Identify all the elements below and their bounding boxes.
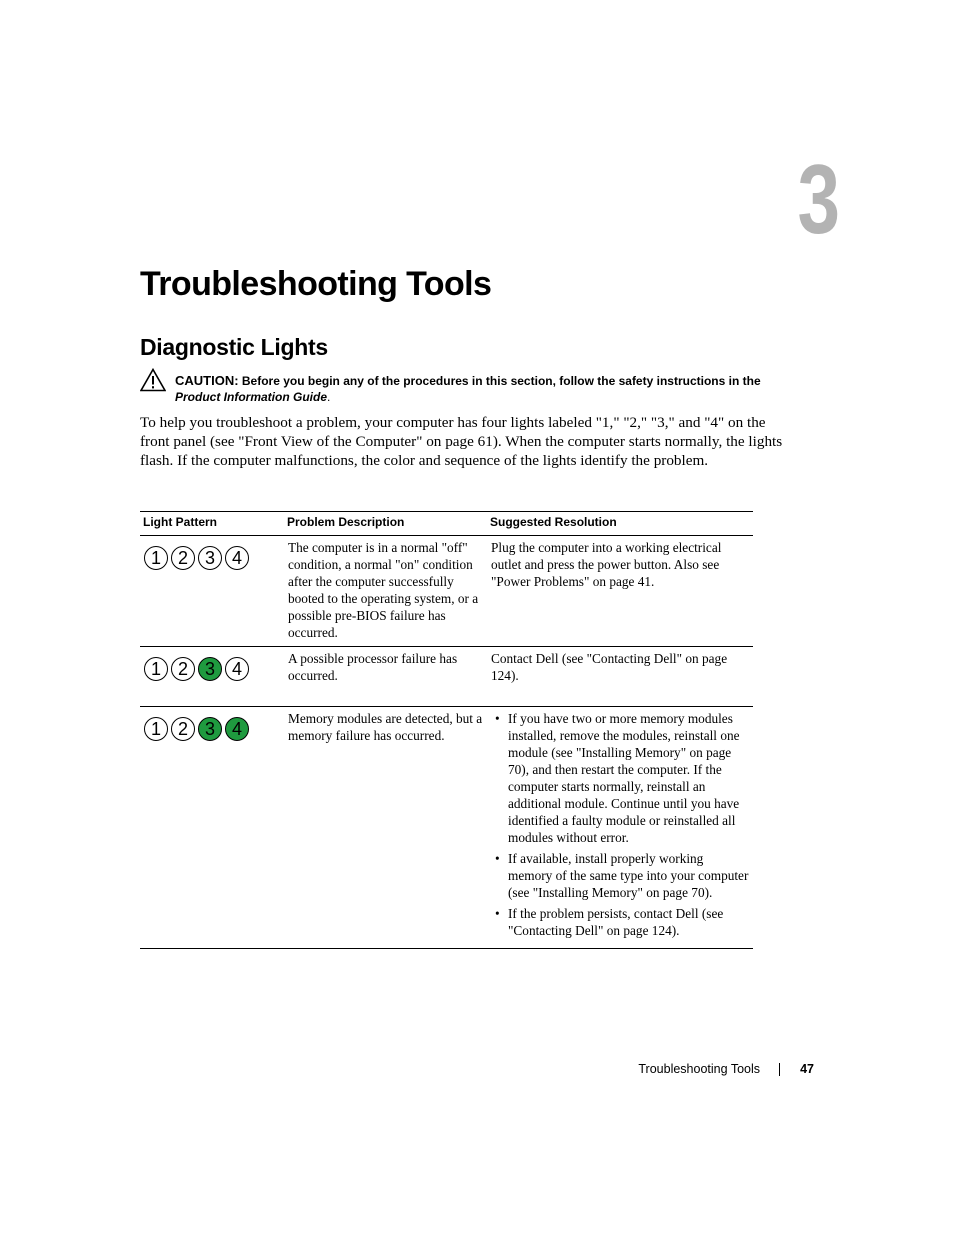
list-item: • If you have two or more memory modules installed, remove the modules, reinstall one module (see "Installing Memory" on page 70), and then restart the computer. If the computer starts normally, reinstall an additional module. Continue until you have identified a faulty module or reinstalled all modules without error. <box>491 710 749 846</box>
light-1-icon: 1 <box>144 657 168 681</box>
light-1-icon: 1 <box>144 546 168 570</box>
table-row <box>140 647 753 707</box>
light-pattern-cell <box>140 536 284 647</box>
caution-body: Before you begin any of the procedures in this section, follow the safety instructions in the <box>238 374 761 388</box>
chapter-title: Troubleshooting Tools <box>140 265 492 303</box>
suggested-resolution-cell: Plug the computer into a working electrical outlet and press the power button. Also see "Power Problems" on page 41. <box>487 536 753 647</box>
intro-paragraph: To help you troubleshoot a problem, your computer has four lights labeled "1," "2," "3," and "4" on the front panel (see "Front View of the Computer" on page 61). When the computer starts normally, the lights flash. If the computer malfunctions, the color and sequence of the lights identify the problem. <box>140 414 783 469</box>
chapter-number: 3 <box>797 144 840 254</box>
light-2-icon: 2 <box>171 546 195 570</box>
table-header-row <box>140 512 753 536</box>
header-problem-description: Problem Description <box>284 512 487 536</box>
problem-description-cell: A possible processor failure has occurred. <box>284 647 487 707</box>
light-pattern-cell <box>140 707 284 949</box>
light-pattern-cell <box>140 647 284 707</box>
page-number: 47 <box>800 1062 814 1076</box>
light-4-icon: 4 <box>225 657 249 681</box>
light-3-icon: 3 <box>198 657 222 681</box>
problem-description-cell: Memory modules are detected, but a memory failure has occurred. <box>284 707 487 949</box>
light-1-icon: 1 <box>144 717 168 741</box>
light-pattern <box>144 539 280 570</box>
table-row <box>140 536 753 647</box>
suggested-resolution-cell <box>487 707 753 949</box>
light-4-icon: 4 <box>225 546 249 570</box>
diagnostic-lights-table <box>140 511 753 949</box>
caution-period: . <box>327 390 331 404</box>
light-3-icon: 3 <box>198 717 222 741</box>
section-title: Diagnostic Lights <box>140 334 328 360</box>
caution-guide-title: Product Information Guide <box>175 390 327 404</box>
light-2-icon: 2 <box>171 657 195 681</box>
light-pattern <box>144 650 280 681</box>
header-light-pattern: Light Pattern <box>140 512 284 536</box>
table-row <box>140 707 753 949</box>
footer-title: Troubleshooting Tools <box>638 1062 760 1076</box>
light-3-icon: 3 <box>198 546 222 570</box>
footer-divider <box>779 1063 780 1076</box>
warning-triangle-icon <box>140 368 166 392</box>
light-pattern <box>144 710 280 741</box>
header-suggested-resolution: Suggested Resolution <box>487 512 753 536</box>
suggested-resolution-cell: Contact Dell (see "Contacting Dell" on page 124). <box>487 647 753 707</box>
light-4-icon: 4 <box>225 717 249 741</box>
resolution-list <box>491 710 749 939</box>
problem-description-cell: The computer is in a normal "off" condition, a normal "on" condition after the computer successfully booted to the operating system, or a possible pre-BIOS failure has occurred. <box>284 536 487 647</box>
caution-label: CAUTION: <box>175 373 239 388</box>
caution-text <box>175 373 775 405</box>
list-item: • If the problem persists, contact Dell (see "Contacting Dell" on page 124). <box>491 905 749 939</box>
light-2-icon: 2 <box>171 717 195 741</box>
list-item: • If available, install properly working memory of the same type into your computer (see "Installing Memory" on page 70). <box>491 850 749 901</box>
page-footer <box>560 1062 814 1078</box>
